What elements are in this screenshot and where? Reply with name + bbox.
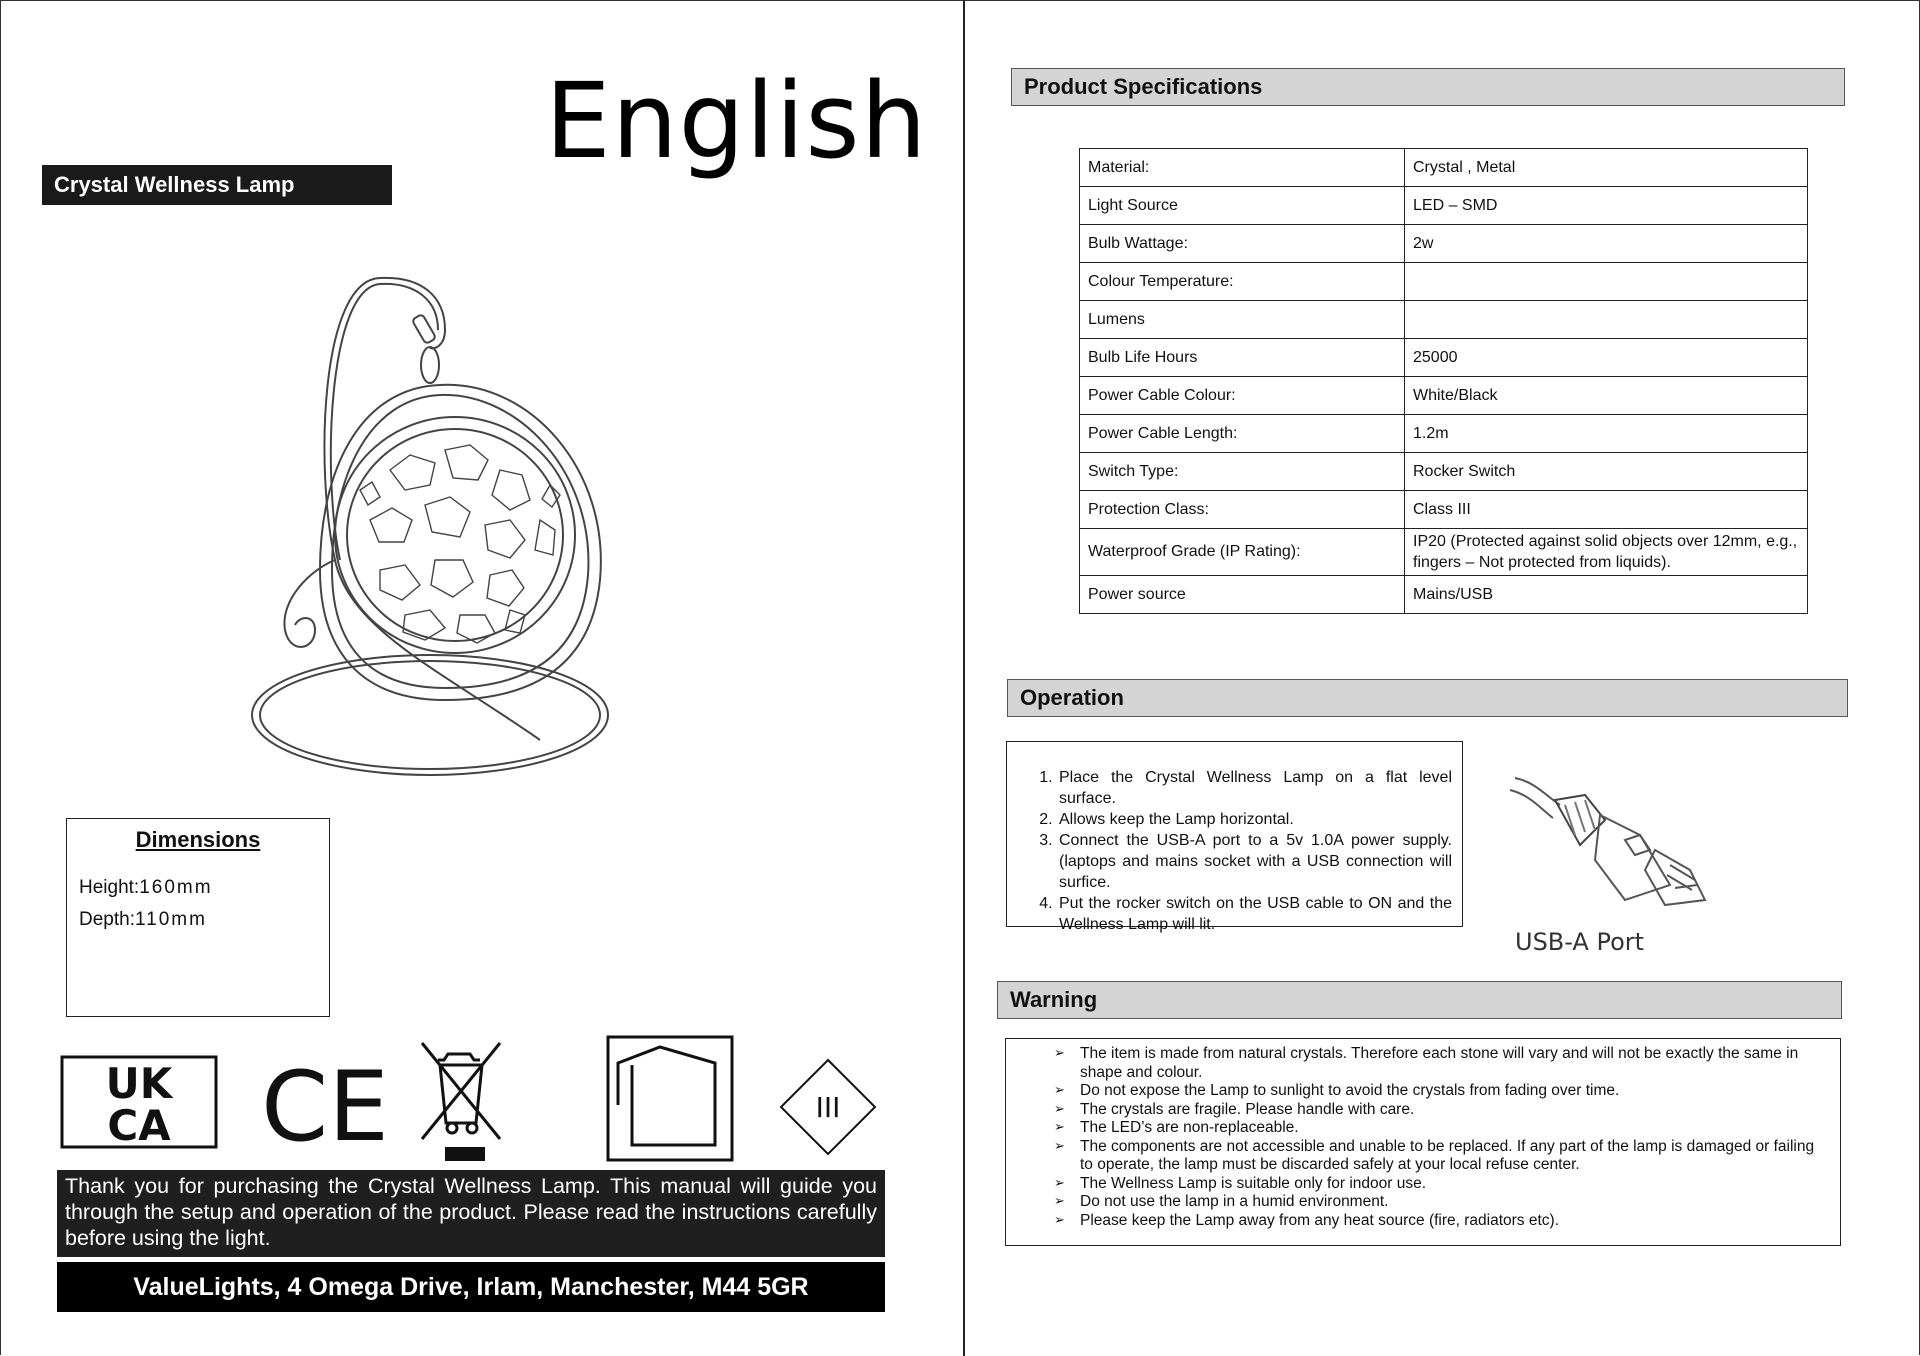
language-title: English — [545, 60, 928, 182]
warning-item: ➢ Please keep the Lamp away from any heat source (fire, radiators etc). — [1046, 1212, 1828, 1231]
svg-text:III: III — [815, 1091, 841, 1124]
spec-label: Colour Temperature: — [1080, 263, 1405, 301]
spec-row — [1080, 576, 1808, 614]
warning-item: ➢ The crystals are fragile. Please handle with care. — [1046, 1101, 1828, 1120]
svg-text:CA: CA — [107, 1101, 171, 1150]
spec-row — [1080, 263, 1808, 301]
spec-value: 2w — [1405, 225, 1808, 263]
specs-table — [1079, 148, 1808, 614]
operation-step: 1. Place the Crystal Wellness Lamp on a flat level surface. — [1057, 767, 1452, 809]
usb-port-label: USB-A Port — [1515, 928, 1645, 956]
dimensions-title: Dimensions — [135, 827, 261, 852]
spec-label: Power Cable Colour: — [1080, 377, 1405, 415]
spec-row — [1080, 453, 1808, 491]
spec-label: Bulb Life Hours — [1080, 339, 1405, 377]
spec-label: Power source — [1080, 576, 1405, 614]
depth-label: Depth: — [79, 909, 135, 930]
warning-box — [1005, 1038, 1841, 1246]
usb-plug-icon — [1505, 770, 1755, 910]
page-divider — [963, 0, 965, 1356]
warning-item: ➢ The item is made from natural crystals. Therefore each stone will vary and will not be exactly the same in shape and colour. — [1046, 1045, 1828, 1082]
operation-step: 2. Allows keep the Lamp horizontal. — [1057, 809, 1452, 830]
spec-row — [1080, 415, 1808, 453]
warning-item: ➢ Do not expose the Lamp to sunlight to avoid the crystals from fading over time. — [1046, 1082, 1828, 1101]
svg-text:CE: CE — [261, 1051, 389, 1163]
weee-bin-icon — [422, 1043, 500, 1161]
spec-label: Light Source — [1080, 187, 1405, 225]
product-name-bar: Crystal Wellness Lamp — [42, 165, 392, 205]
operation-steps-list — [1007, 767, 1462, 935]
operation-step: 4. Put the rocker switch on the USB cable to ON and the Wellness Lamp will lit. — [1057, 893, 1452, 935]
spec-label: Lumens — [1080, 301, 1405, 339]
indoor-use-icon — [608, 1037, 732, 1160]
height-label: Height: — [79, 877, 140, 898]
warning-title-bar: Warning — [997, 981, 1842, 1019]
ce-mark — [261, 1051, 389, 1163]
spec-value: White/Black — [1405, 377, 1808, 415]
spec-value: IP20 (Protected against solid objects over 12mm, e.g., fingers – Not protected from liquids). — [1405, 529, 1808, 576]
company-address: ValueLights, 4 Omega Drive, Irlam, Manchester, M44 5GR — [57, 1262, 885, 1312]
lamp-illustration — [240, 270, 620, 790]
warning-list — [1006, 1039, 1840, 1230]
spec-value: 25000 — [1405, 339, 1808, 377]
thank-you-text: Thank you for purchasing the Crystal Wellness Lamp. This manual will guide you through the setup and operation of the product. Please read the instructions carefully before using the light. — [57, 1170, 885, 1257]
warning-item: ➢ Do not use the lamp in a humid environment. — [1046, 1193, 1828, 1212]
spec-label: Power Cable Length: — [1080, 415, 1405, 453]
spec-label: Switch Type: — [1080, 453, 1405, 491]
spec-row — [1080, 377, 1808, 415]
spec-label: Protection Class: — [1080, 491, 1405, 529]
spec-row — [1080, 339, 1808, 377]
svg-text:UK: UK — [105, 1059, 173, 1108]
operation-steps-box — [1006, 741, 1463, 933]
spec-row — [1080, 529, 1808, 576]
spec-value: 1.2m — [1405, 415, 1808, 453]
height-row — [79, 877, 213, 899]
depth-value: 110mm — [134, 909, 207, 930]
warning-item: ➢ The Wellness Lamp is suitable only for indoor use. — [1046, 1175, 1828, 1194]
spec-value: Rocker Switch — [1405, 453, 1808, 491]
spec-label: Bulb Wattage: — [1080, 225, 1405, 263]
warning-item: ➢ The LED’s are non-replaceable. — [1046, 1119, 1828, 1138]
spec-row — [1080, 187, 1808, 225]
spec-label: Material: — [1080, 149, 1405, 187]
ukca-mark — [62, 1057, 216, 1150]
spec-row — [1080, 225, 1808, 263]
depth-row — [79, 909, 207, 931]
class-iii-icon — [781, 1060, 875, 1154]
spec-row — [1080, 301, 1808, 339]
height-value: 160mm — [139, 877, 213, 898]
spec-value — [1405, 301, 1808, 339]
specs-title-bar: Product Specifications — [1011, 68, 1845, 106]
operation-title-bar: Operation — [1007, 679, 1848, 717]
certification-marks — [60, 1035, 890, 1165]
dimensions-box — [66, 818, 330, 1017]
spec-row — [1080, 149, 1808, 187]
spec-label: Waterproof Grade (IP Rating): — [1080, 529, 1405, 576]
spec-row — [1080, 491, 1808, 529]
spec-value — [1405, 263, 1808, 301]
spec-value: Mains/USB — [1405, 576, 1808, 614]
spec-value: Class III — [1405, 491, 1808, 529]
spec-value: Crystal , Metal — [1405, 149, 1808, 187]
spec-value: LED – SMD — [1405, 187, 1808, 225]
operation-step: 3. Connect the USB-A port to a 5v 1.0A power supply. (laptops and mains socket with a USB connection will surfice. — [1057, 830, 1452, 893]
warning-item: ➢ The components are not accessible and unable to be replaced. If any part of the lamp is damaged or failing to operate, the lamp must be discarded safely at your local refuse center. — [1046, 1138, 1828, 1175]
